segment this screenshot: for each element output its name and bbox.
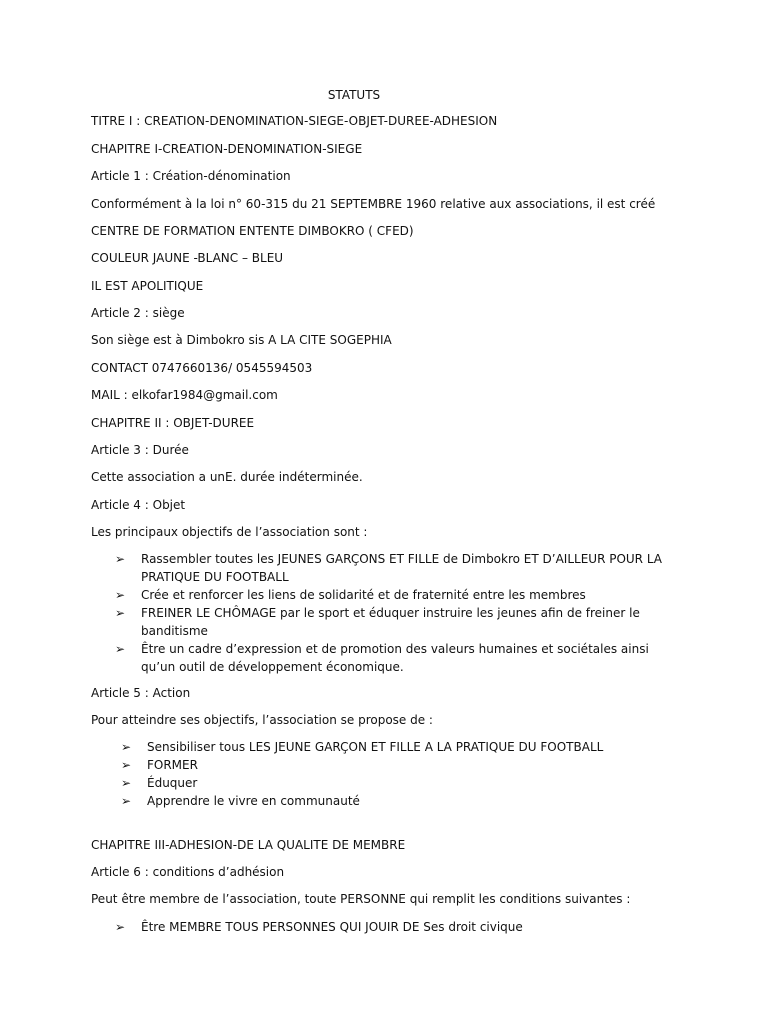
list-item-text: Être un cadre d’expression et de promotion des valeurs humaines et sociétales ainsi qu’un outil de développement économique. [141, 642, 649, 674]
seat-text: Son siège est à Dimbokro sis A LA CITE SOGEPHIA [91, 333, 392, 347]
list-item [115, 640, 665, 676]
list-item-text: Être MEMBRE TOUS PERSONNES QUI JOUIR DE Ses droit civique [141, 920, 523, 934]
list-item-text: Apprendre le vivre en communauté [147, 794, 360, 808]
list-item-text: FREINER LE CHÔMAGE par le sport et éduquer instruire les jeunes afin de freiner le banditisme [141, 606, 640, 638]
article-6-heading: Article 6 : conditions d’adhésion [91, 865, 285, 879]
duration-text: Cette association a unE. durée indéterminée. [91, 470, 363, 484]
article-3-heading: Article 3 : Durée [91, 443, 189, 457]
list-item [115, 586, 665, 604]
list-item [121, 738, 661, 756]
law-reference-text: Conformément à la loi n° 60-315 du 21 SEPTEMBRE 1960 relative aux associations, il est créé [91, 197, 656, 211]
article-4-heading: Article 4 : Objet [91, 498, 186, 512]
article-1-heading: Article 1 : Création-dénomination [91, 169, 291, 183]
chapter-3-heading: CHAPITRE III-ADHESION-DE LA QUALITE DE MEMBRE [91, 838, 406, 852]
list-item [121, 774, 661, 792]
objectives-list [115, 550, 665, 676]
actions-list [121, 738, 661, 810]
list-item-text: Rassembler toutes les JEUNES GARÇONS ET FILLE de Dimbokro ET D’AILLEUR POUR LA PRATIQUE DU FOOTBALL [141, 552, 663, 584]
titre-heading: TITRE I : CREATION-DENOMINATION-SIEGE-OBJET-DUREE-ADHESION [91, 114, 498, 128]
action-intro: Pour atteindre ses objectifs, l’association se propose de : [91, 713, 433, 727]
list-item-text: Éduquer [147, 776, 198, 790]
list-item-text: FORMER [147, 758, 198, 772]
association-name: CENTRE DE FORMATION ENTENTE DIMBOKRO ( CFED) [91, 224, 414, 238]
objectives-intro: Les principaux objectifs de l’association sont : [91, 525, 368, 539]
arrow-bullet-icon: ➢ [115, 920, 126, 934]
arrow-bullet-icon: ➢ [115, 552, 126, 566]
contact-text: CONTACT 0747660136/ 0545594503 [91, 361, 313, 375]
document-title: STATUTS [327, 88, 381, 102]
list-item-text: Sensibiliser tous LES JEUNE GARÇON ET FILLE A LA PRATIQUE DU FOOTBALL [147, 740, 604, 754]
arrow-bullet-icon: ➢ [115, 642, 126, 656]
list-item-text: Crée et renforcer les liens de solidarité et de fraternité entre les membres [141, 588, 586, 602]
arrow-bullet-icon: ➢ [121, 776, 132, 790]
arrow-bullet-icon: ➢ [115, 588, 126, 602]
chapter-1-heading: CHAPITRE I-CREATION-DENOMINATION-SIEGE [91, 142, 363, 156]
list-item [121, 792, 661, 810]
conditions-list [115, 918, 665, 936]
article-5-heading: Article 5 : Action [91, 686, 191, 700]
article-2-heading: Article 2 : siège [91, 306, 185, 320]
colors-text: COULEUR JAUNE -BLANC – BLEU [91, 251, 284, 265]
list-item [115, 550, 665, 586]
arrow-bullet-icon: ➢ [121, 740, 132, 754]
list-item [115, 604, 665, 640]
arrow-bullet-icon: ➢ [121, 794, 132, 808]
mail-text: MAIL : elkofar1984@gmail.com [91, 388, 278, 402]
arrow-bullet-icon: ➢ [115, 606, 126, 620]
arrow-bullet-icon: ➢ [121, 758, 132, 772]
apolitical-text: IL EST APOLITIQUE [91, 279, 204, 293]
membership-intro: Peut être membre de l’association, toute PERSONNE qui remplit les conditions suivantes : [91, 892, 631, 906]
list-item [121, 756, 661, 774]
chapter-2-heading: CHAPITRE II : OBJET-DUREE [91, 416, 255, 430]
list-item [115, 918, 665, 936]
